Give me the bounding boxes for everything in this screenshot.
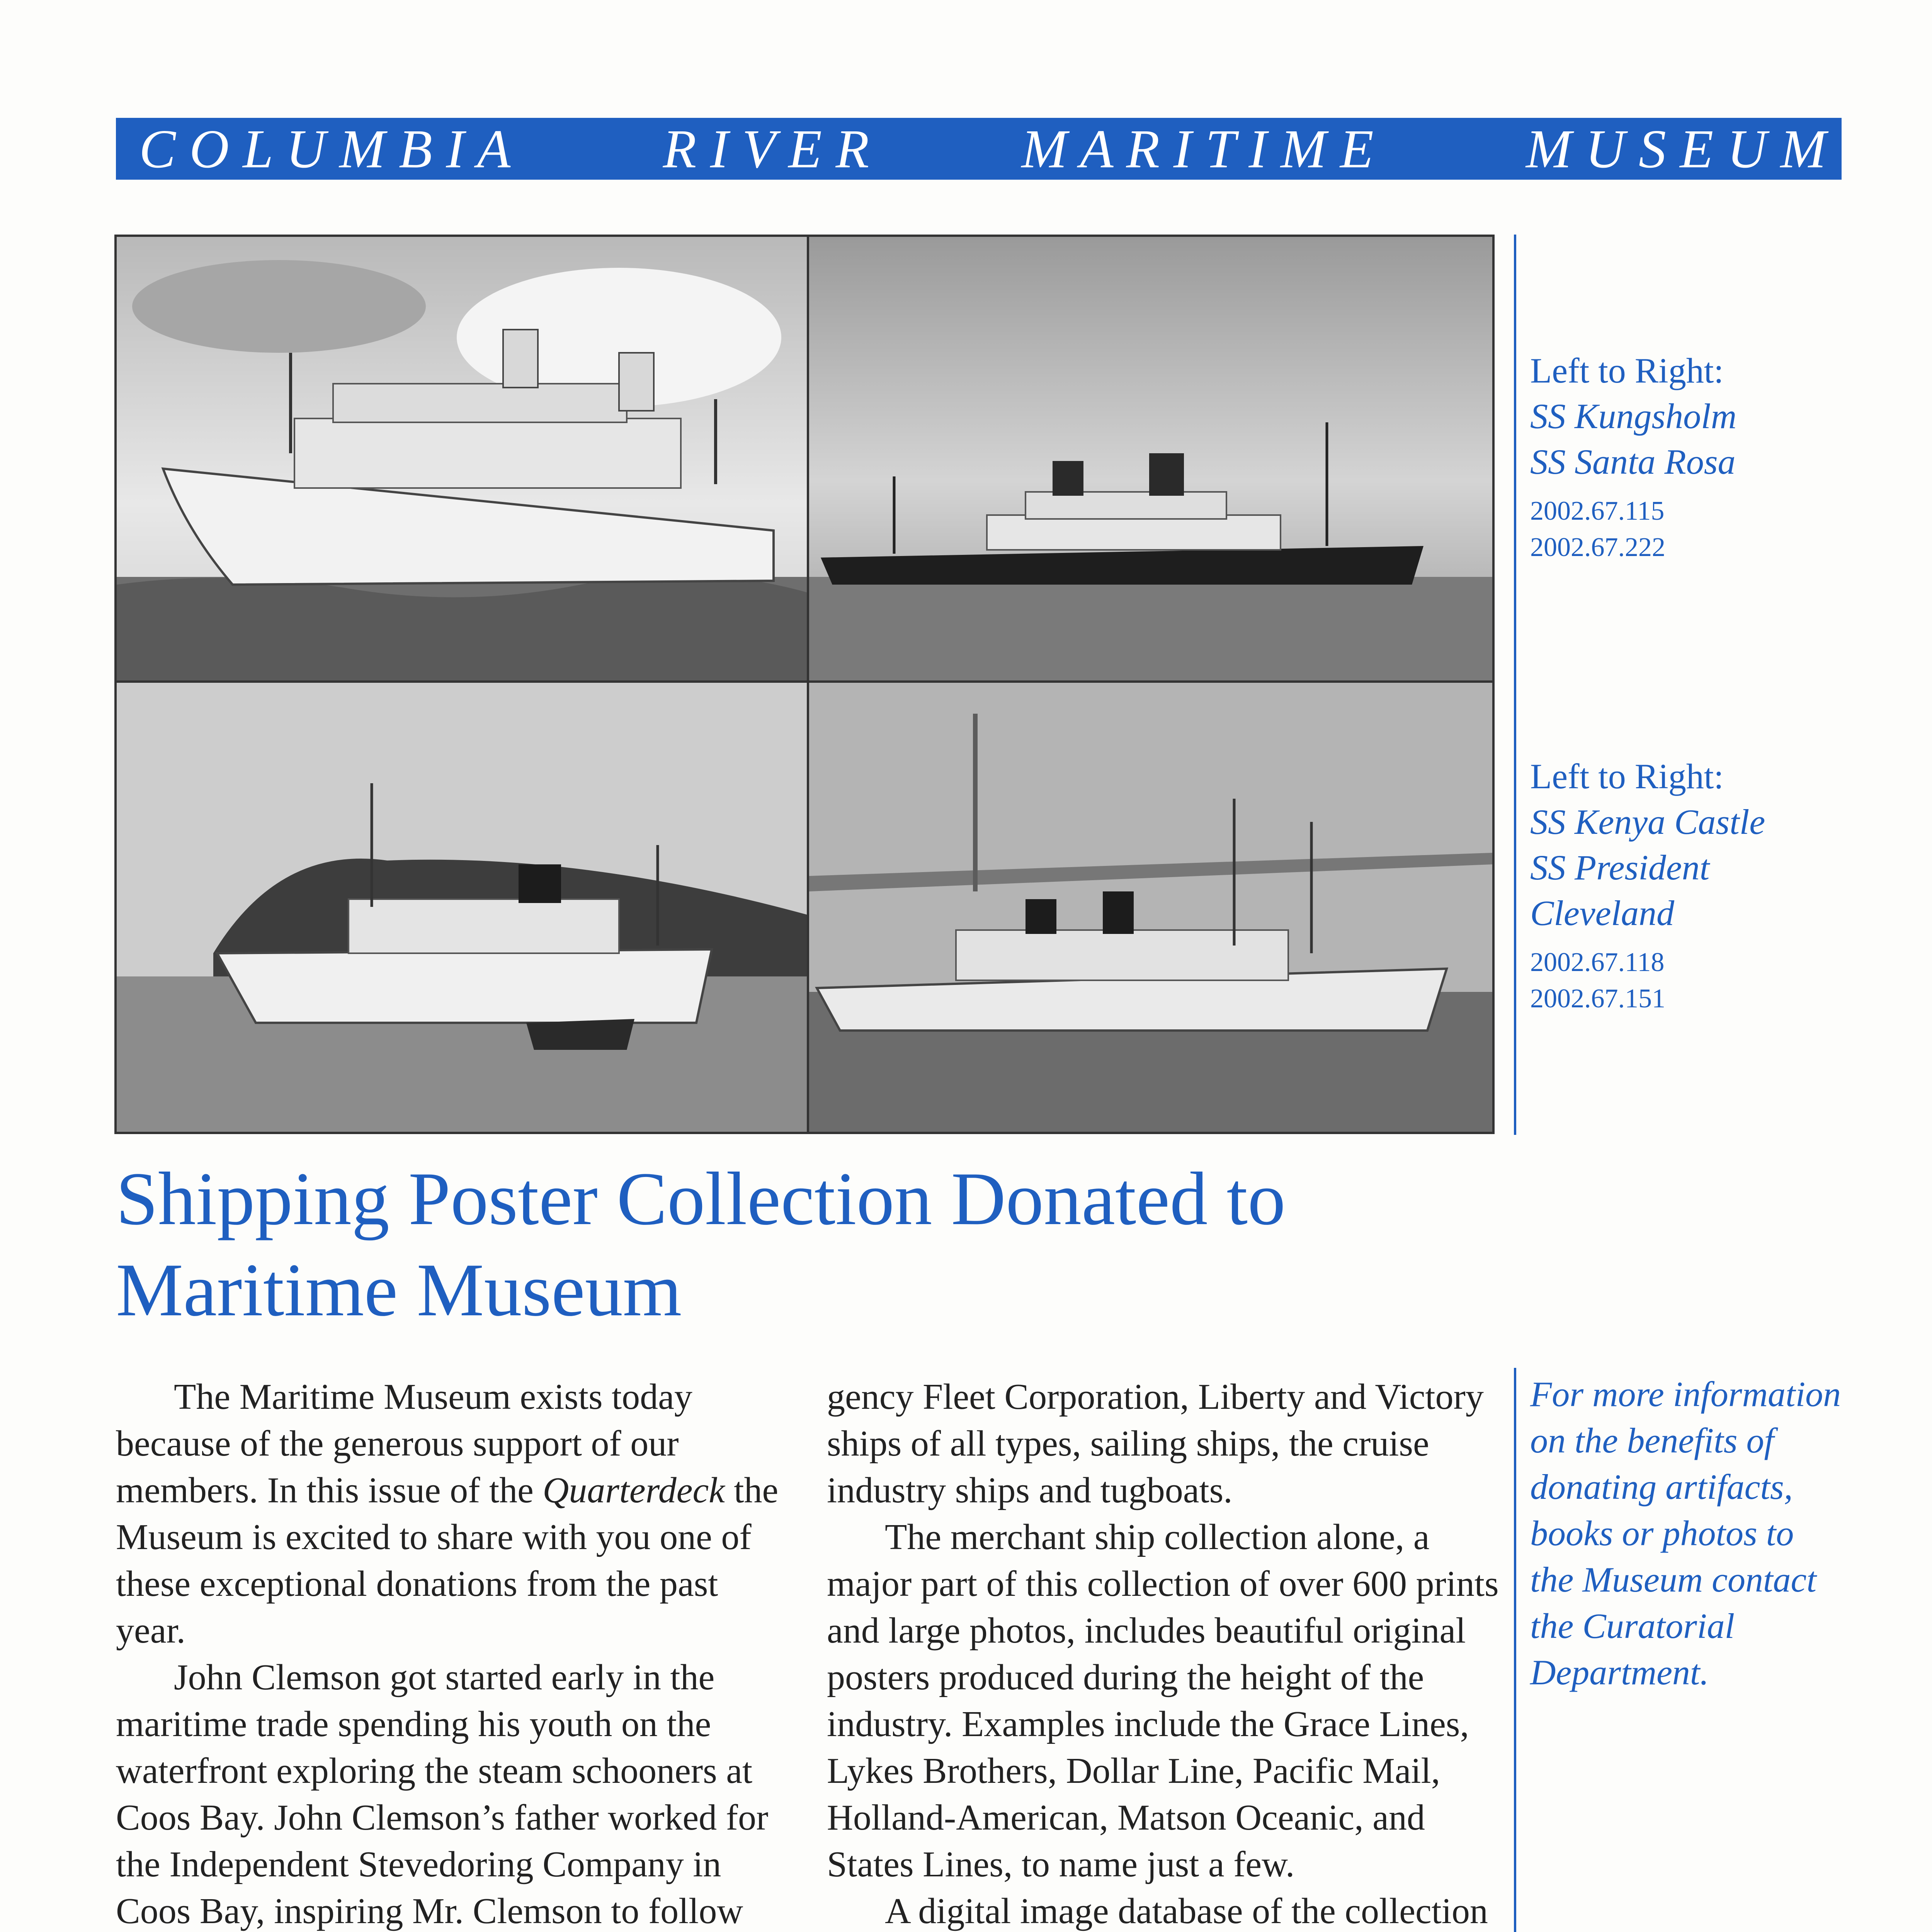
article-paragraph: John Clemson got started early in the maritime trade spending his youth on the waterfront exploring the steam schooners at Coos Bay. John Clemson’s father worked for the Independent Stevedoring Company in Coos Bay, inspiring Mr. Clemson to follow	[116, 1657, 769, 1931]
note-line: books or photos to	[1530, 1514, 1794, 1553]
note-line: For more information	[1530, 1374, 1841, 1414]
article-paragraph: The merchant ship collection alone, a major part of this collection of over 600 prints and large photos, includes beautiful original posters produced during the height of the industry. Examples include the Grace Lines, Lykes Brothers, Dollar Line, Pacific Mail, Holland-American, Matson Oceanic, and States Lines, to name just a few.	[827, 1517, 1499, 1884]
masthead-banner	[116, 118, 1842, 180]
caption-ship-name: SS Santa Rosa	[1530, 442, 1736, 481]
caption-ship-name: SS Kenya Castle	[1530, 802, 1765, 842]
caption-bottom-photos	[1530, 753, 1765, 1017]
article-paragraph	[116, 1374, 796, 1654]
donation-info-note	[1530, 1371, 1893, 1696]
masthead-word-river: R I V E R	[663, 118, 869, 179]
photo-ss-santa-rosa	[809, 237, 1492, 680]
caption-heading: Left to Right:	[1530, 351, 1724, 390]
accession-number: 2002.67.115	[1530, 496, 1665, 526]
article-title	[116, 1153, 1492, 1336]
sidebar-divider-top	[1514, 235, 1516, 1135]
article-text: The Maritime Museum exists today because of the generous support of our members. In this issue of the	[116, 1377, 692, 1510]
accession-number: 2002.67.151	[1530, 984, 1665, 1014]
article-paragraph: gency Fleet Corporation, Liberty and Victory ships of all types, sailing ships, the cruise industry ships and tugboats.	[827, 1377, 1484, 1510]
photo-ss-kungsholm	[117, 237, 807, 680]
caption-heading: Left to Right:	[1530, 757, 1724, 796]
publication-name: Quarterdeck	[543, 1470, 725, 1510]
caption-top-photos	[1530, 348, 1736, 566]
article-paragraph: A digital image database of the collection	[885, 1891, 1488, 1931]
note-line: the Curatorial	[1530, 1606, 1735, 1646]
note-line: Department.	[1530, 1653, 1709, 1692]
note-line: the Museum contact	[1530, 1560, 1816, 1599]
caption-ship-name: SS President	[1530, 848, 1710, 887]
note-line: on the benefits of	[1530, 1421, 1774, 1460]
article-text: the Museum is excited to share with you one of these exceptional donations from the past year.	[116, 1470, 779, 1651]
article-title-line2: Maritime Museum	[116, 1248, 682, 1332]
ship-photo-grid	[114, 235, 1495, 1134]
article-title-line1: Shipping Poster Collection Donated to	[116, 1157, 1286, 1241]
caption-ship-name: Cleveland	[1530, 893, 1674, 933]
masthead-word-museum: M U S E U M	[1526, 118, 1826, 179]
photo-ss-kenya-castle	[117, 683, 807, 1132]
article-column-right	[827, 1374, 1507, 1932]
photo-ss-president-cleveland	[809, 683, 1492, 1132]
article-column-left	[116, 1374, 796, 1932]
accession-number: 2002.67.222	[1530, 532, 1665, 562]
caption-ship-name: SS Kungsholm	[1530, 396, 1737, 436]
masthead-word-columbia: C O L U M B I A	[139, 118, 511, 179]
note-line: donating artifacts,	[1530, 1467, 1793, 1507]
sidebar-divider-bottom	[1514, 1368, 1516, 1932]
accession-number: 2002.67.118	[1530, 947, 1665, 977]
masthead-word-maritime: M A R I T I M E	[1021, 118, 1374, 179]
